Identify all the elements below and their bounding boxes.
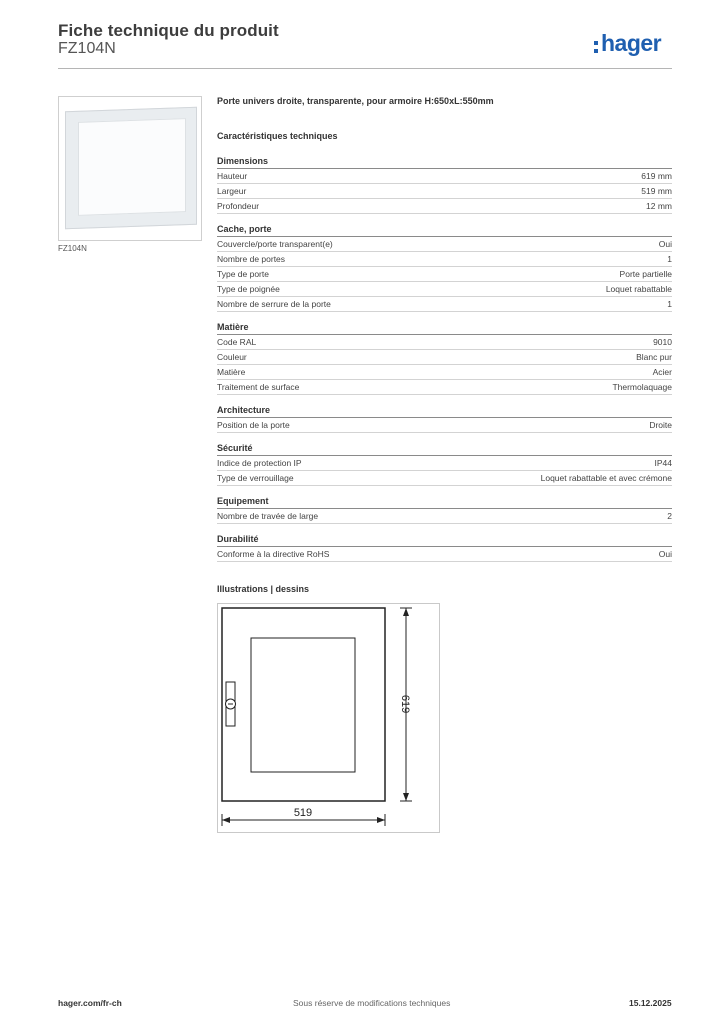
spec-label: Nombre de portes: [217, 254, 286, 264]
product-image: [58, 96, 202, 241]
spec-row: [217, 169, 672, 184]
spec-label: Type de porte: [217, 269, 269, 279]
spec-value: 619 mm: [641, 171, 672, 181]
spec-row: [217, 418, 672, 433]
spec-row: [217, 365, 672, 380]
section-title: Dimensions: [217, 155, 672, 169]
logo-text: hager: [601, 30, 662, 56]
width-label: 519: [293, 807, 313, 819]
spec-label: Indice de protection IP: [217, 458, 302, 468]
spec-row: [217, 252, 672, 267]
spec-label: Nombre de travée de large: [217, 511, 319, 521]
spec-row: [217, 297, 672, 312]
spec-label: Matière: [217, 367, 246, 377]
spec-value: IP44: [654, 458, 672, 468]
footer-notice: Sous réserve de modifications techniques: [293, 998, 451, 1008]
product-description: Porte univers droite, transparente, pour armoire H:650xL:550mm: [217, 96, 494, 106]
door-picture-icon: [65, 107, 197, 230]
spec-row: [217, 350, 672, 365]
spec-value: 2: [667, 511, 672, 521]
spec-label: Conforme à la directive RoHS: [217, 549, 330, 559]
technical-drawing: [217, 603, 440, 833]
spec-value: Droite: [649, 420, 672, 430]
spec-section-durabilite: [217, 533, 672, 562]
spec-section-dimensions: [217, 155, 672, 214]
footer-website-link[interactable]: hager.com/fr-ch: [58, 998, 122, 1008]
spec-section-cache-porte: [217, 223, 672, 312]
specs-heading: Caractéristiques techniques: [217, 131, 338, 141]
header-divider: [58, 68, 672, 69]
footer-date: 15.12.2025: [629, 998, 672, 1008]
door-drawing-svg: [218, 604, 439, 832]
product-reference: FZ104N: [58, 40, 116, 57]
spec-label: Couleur: [217, 352, 247, 362]
spec-row: [217, 380, 672, 395]
page-title: Fiche technique du produit: [58, 21, 279, 40]
spec-value: Oui: [658, 239, 672, 249]
spec-label: Type de verrouillage: [217, 473, 294, 483]
illustrations-heading: Illustrations | dessins: [217, 584, 310, 594]
height-label: 619: [399, 694, 411, 714]
spec-label: Position de la porte: [217, 420, 290, 430]
spec-section-securite: [217, 442, 672, 486]
spec-section-equipement: [217, 495, 672, 524]
spec-label: Nombre de serrure de la porte: [217, 299, 331, 309]
spec-label: Code RAL: [217, 337, 257, 347]
door-window: [251, 638, 355, 772]
spec-row: [217, 282, 672, 297]
spec-label: Type de poignée: [217, 284, 280, 294]
logo-dots-icon: [594, 41, 599, 53]
spec-value: Thermolaquage: [612, 382, 672, 392]
spec-label: Hauteur: [217, 171, 248, 181]
spec-value: Blanc pur: [636, 352, 672, 362]
section-title: Architecture: [217, 404, 672, 418]
spec-value: Porte partielle: [619, 269, 672, 279]
spec-sections: [217, 155, 672, 571]
section-title: Matière: [217, 321, 672, 335]
spec-value: Loquet rabattable: [605, 284, 672, 294]
spec-label: Couvercle/porte transparent(e): [217, 239, 333, 249]
product-image-caption: FZ104N: [58, 244, 87, 253]
spec-value: 519 mm: [641, 186, 672, 196]
spec-row: [217, 547, 672, 562]
hager-logo[interactable]: [594, 30, 661, 57]
spec-row: [217, 471, 672, 486]
spec-section-matiere: [217, 321, 672, 395]
spec-row: [217, 199, 672, 214]
spec-row: [217, 509, 672, 524]
spec-value: Loquet rabattable et avec crémone: [540, 473, 672, 483]
spec-row: [217, 267, 672, 282]
spec-row: [217, 456, 672, 471]
spec-label: Largeur: [217, 186, 247, 196]
spec-value: Acier: [652, 367, 672, 377]
section-title: Cache, porte: [217, 223, 672, 237]
spec-value: 1: [667, 254, 672, 264]
spec-value: 9010: [653, 337, 672, 347]
spec-value: 1: [667, 299, 672, 309]
spec-section-architecture: [217, 404, 672, 433]
section-title: Sécurité: [217, 442, 672, 456]
section-title: Equipement: [217, 495, 672, 509]
spec-row: [217, 335, 672, 350]
spec-label: Traitement de surface: [217, 382, 300, 392]
spec-row: [217, 237, 672, 252]
spec-value: Oui: [658, 549, 672, 559]
spec-label: Profondeur: [217, 201, 260, 211]
section-title: Durabilité: [217, 533, 672, 547]
spec-row: [217, 184, 672, 199]
spec-value: 12 mm: [646, 201, 672, 211]
